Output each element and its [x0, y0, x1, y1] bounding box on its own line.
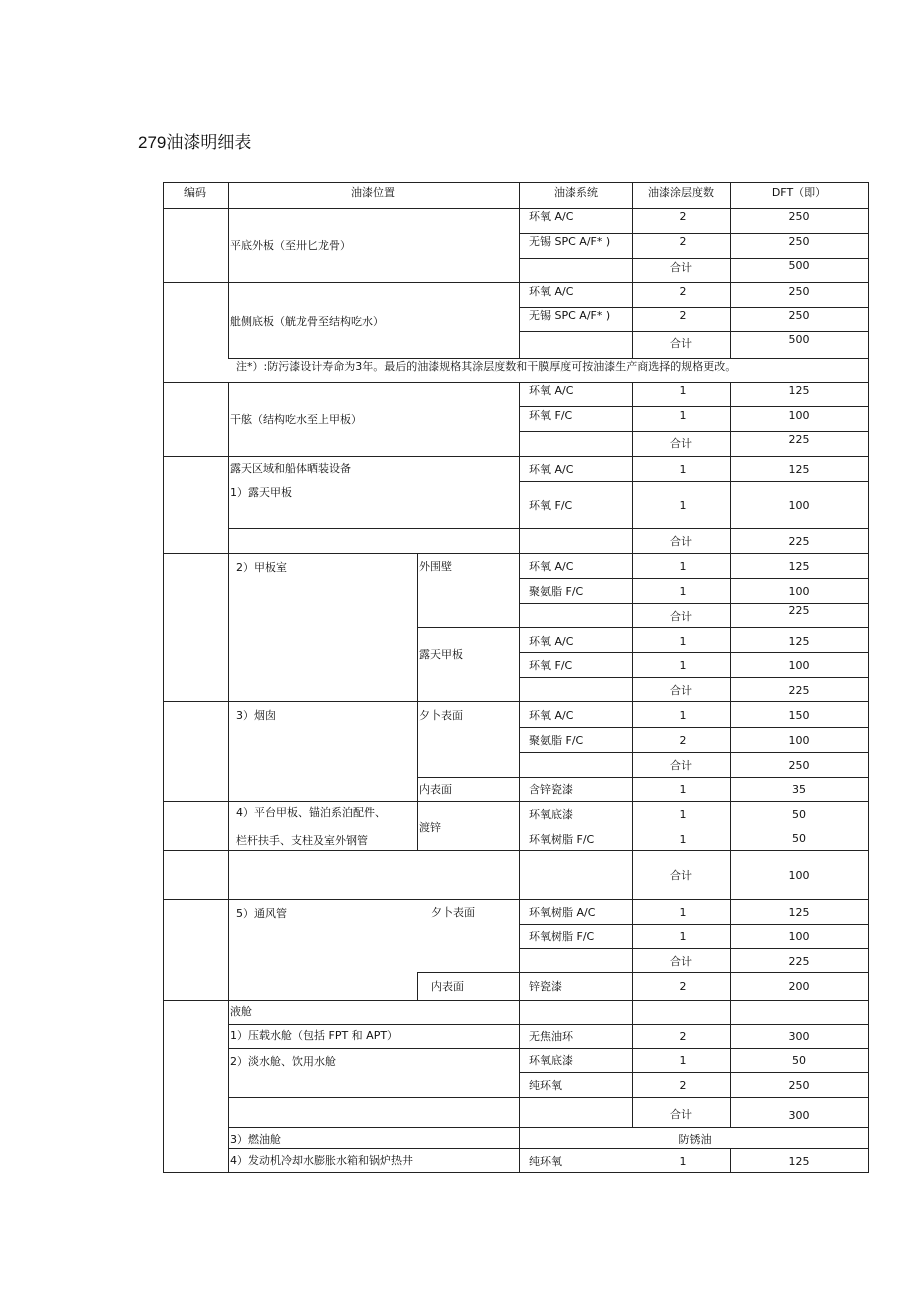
dft-total: 500: [788, 259, 810, 272]
coats-cell: 1: [679, 783, 687, 796]
coats-cell: 1: [679, 930, 687, 943]
system-cell: 环氧 A/C: [529, 635, 574, 648]
coats-cell: 2: [679, 1030, 687, 1043]
dft-cell: 100: [788, 585, 810, 598]
dft-cell: 100: [788, 409, 810, 422]
dft-cell: 100: [788, 734, 810, 747]
coats-cell: 1: [679, 906, 687, 919]
coats-cell: 1: [679, 560, 687, 573]
header-coats: 油漆涂层度数: [648, 186, 714, 199]
dft-cell: 250: [788, 309, 810, 322]
total-label: 合计: [670, 610, 692, 623]
coats-cell: 1: [679, 659, 687, 672]
system-cell: 环氧 A/C: [529, 709, 574, 722]
position-cell: 1）压载水舱（包括 FPT 和 APT）: [230, 1029, 399, 1042]
sub-position-cell: 渡锌: [419, 821, 441, 834]
position-cell: 2）淡水舱、饮用水舱: [230, 1055, 336, 1068]
dft-cell: 100: [788, 659, 810, 672]
dft-total: 225: [788, 604, 810, 617]
total-label: 合计: [670, 1108, 692, 1121]
dft-cell: 125: [788, 1155, 810, 1168]
system-cell: 环氧 F/C: [529, 409, 573, 422]
system-cell: 环氧树脂 A/C: [529, 906, 596, 919]
position-cell: 露天区域和船体晒装设备: [230, 462, 351, 475]
page-title: 279油漆明细表: [138, 133, 252, 152]
coats-cell: 1: [679, 409, 687, 422]
system-cell: 环氧底漆: [529, 1054, 573, 1067]
system-cell: 环氧 F/C: [529, 499, 573, 512]
total-label: 合计: [670, 759, 692, 772]
coats-cell: 1: [679, 1155, 687, 1168]
coats-cell: 1: [679, 833, 687, 846]
total-label: 合计: [670, 337, 692, 350]
dft-total: 100: [788, 869, 810, 882]
dft-cell: 150: [788, 709, 810, 722]
sub-position-cell: 内表面: [419, 783, 452, 796]
system-cell: 环氧 A/C: [529, 210, 574, 223]
dft-cell: 50: [792, 1054, 806, 1067]
coats-cell: 2: [679, 1079, 687, 1092]
coats-cell: 1: [679, 635, 687, 648]
system-cell: 无锡 SPC A/F* ): [529, 309, 611, 322]
paint-schedule-table: [163, 182, 869, 1173]
system-cell: 环氧 A/C: [529, 285, 574, 298]
position-cell: 5）通风管: [236, 907, 287, 920]
dft-cell: 250: [788, 285, 810, 298]
system-cell: 聚氨脂 F/C: [529, 585, 584, 598]
dft-cell: 125: [788, 560, 810, 573]
system-cell: 环氧 A/C: [529, 463, 574, 476]
dft-cell: 300: [788, 1030, 810, 1043]
header-system: 油漆系统: [554, 186, 598, 199]
total-label: 合计: [670, 955, 692, 968]
system-cell: 环氧 A/C: [529, 384, 574, 397]
dft-cell: 250: [788, 235, 810, 248]
system-cell: 无锡 SPC A/F* ): [529, 235, 611, 248]
coats-cell: 2: [679, 210, 687, 223]
dft-total: 300: [788, 1109, 810, 1122]
sub-position-cell: 夕卜表面: [431, 906, 475, 919]
sub-position-cell: 夕卜表面: [419, 709, 463, 722]
dft-cell: 250: [788, 210, 810, 223]
system-cell: 锌瓷漆: [529, 980, 562, 993]
system-cell: 纯环氧: [529, 1155, 562, 1168]
position-cell: 2）甲板室: [236, 561, 287, 574]
system-cell: 环氧树脂 F/C: [529, 833, 595, 846]
dft-cell: 50: [792, 808, 806, 821]
position-cell: 4）平台甲板、锚泊系泊配件、: [236, 806, 386, 819]
dft-cell: 125: [788, 906, 810, 919]
sub-position-cell: 外围壁: [419, 560, 452, 573]
position-cell: 3）燃油舱: [230, 1133, 281, 1146]
coats-cell: 1: [679, 808, 687, 821]
dft-cell: 125: [788, 463, 810, 476]
coats-cell: 1: [679, 499, 687, 512]
dft-total: 225: [788, 684, 810, 697]
coats-cell: 2: [679, 734, 687, 747]
dft-total: 500: [788, 333, 810, 346]
dft-total: 225: [788, 433, 810, 446]
sub-position-cell: 内表面: [431, 980, 464, 993]
total-label: 合计: [670, 437, 692, 450]
position-cell: 4）发动机冷却水膨胀水箱和锅炉热井: [230, 1154, 413, 1167]
position-cell: 3）烟囱: [236, 709, 276, 722]
system-cell: 环氧底漆: [529, 808, 573, 821]
coats-cell: 2: [679, 980, 687, 993]
coats-cell: 2: [679, 309, 687, 322]
system-cell: 纯环氧: [529, 1079, 562, 1092]
dft-total: 225: [788, 535, 810, 548]
coats-cell: 1: [679, 463, 687, 476]
dft-cell: 200: [788, 980, 810, 993]
sub-position-cell: 露天甲板: [419, 648, 463, 661]
header-dft: DFT（即）: [771, 186, 827, 199]
table-note: 注*）:防污漆设计寿命为3年。最后的油漆规格其涂层度数和干膜厚度可按油漆生产商选择的规格更改。: [236, 360, 737, 373]
dft-cell: 125: [788, 635, 810, 648]
coats-cell: 1: [679, 709, 687, 722]
position-cell: 栏杆扶手、支柱及室外钢管: [236, 834, 368, 847]
dft-cell: 100: [788, 499, 810, 512]
system-cell: 环氧树脂 F/C: [529, 930, 595, 943]
system-cell: 防锈油: [678, 1133, 712, 1146]
table-grid-lines: [163, 182, 869, 1173]
coats-cell: 2: [679, 235, 687, 248]
position-cell: 干舷（结构吃水至上甲板）: [230, 413, 362, 426]
total-label: 合计: [670, 261, 692, 274]
dft-cell: 250: [788, 1079, 810, 1092]
position-cell: 舭侧底板（觥龙骨至结构吃水）: [230, 315, 384, 328]
header-code: 编码: [184, 186, 206, 199]
system-cell: 环氧 A/C: [529, 560, 574, 573]
coats-cell: 2: [679, 285, 687, 298]
total-label: 合计: [670, 869, 692, 882]
total-label: 合计: [670, 684, 692, 697]
system-cell: 环氧 F/C: [529, 659, 573, 672]
system-cell: 含锌瓷漆: [529, 783, 573, 796]
position-cell: 1）露天甲板: [230, 486, 292, 499]
coats-cell: 1: [679, 1054, 687, 1067]
position-cell: 液舱: [230, 1005, 252, 1018]
header-position: 油漆位置: [351, 186, 395, 199]
dft-cell: 50: [792, 832, 806, 845]
dft-cell: 35: [792, 783, 806, 796]
dft-cell: 100: [788, 930, 810, 943]
coats-cell: 1: [679, 585, 687, 598]
position-cell: 平底外板（至卅匕龙骨）: [230, 239, 351, 252]
system-cell: 无焦油环: [529, 1030, 573, 1043]
dft-total: 225: [788, 955, 810, 968]
system-cell: 聚氨脂 F/C: [529, 734, 584, 747]
dft-total: 250: [788, 759, 810, 772]
coats-cell: 1: [679, 384, 687, 397]
total-label: 合计: [670, 535, 692, 548]
dft-cell: 125: [788, 384, 810, 397]
